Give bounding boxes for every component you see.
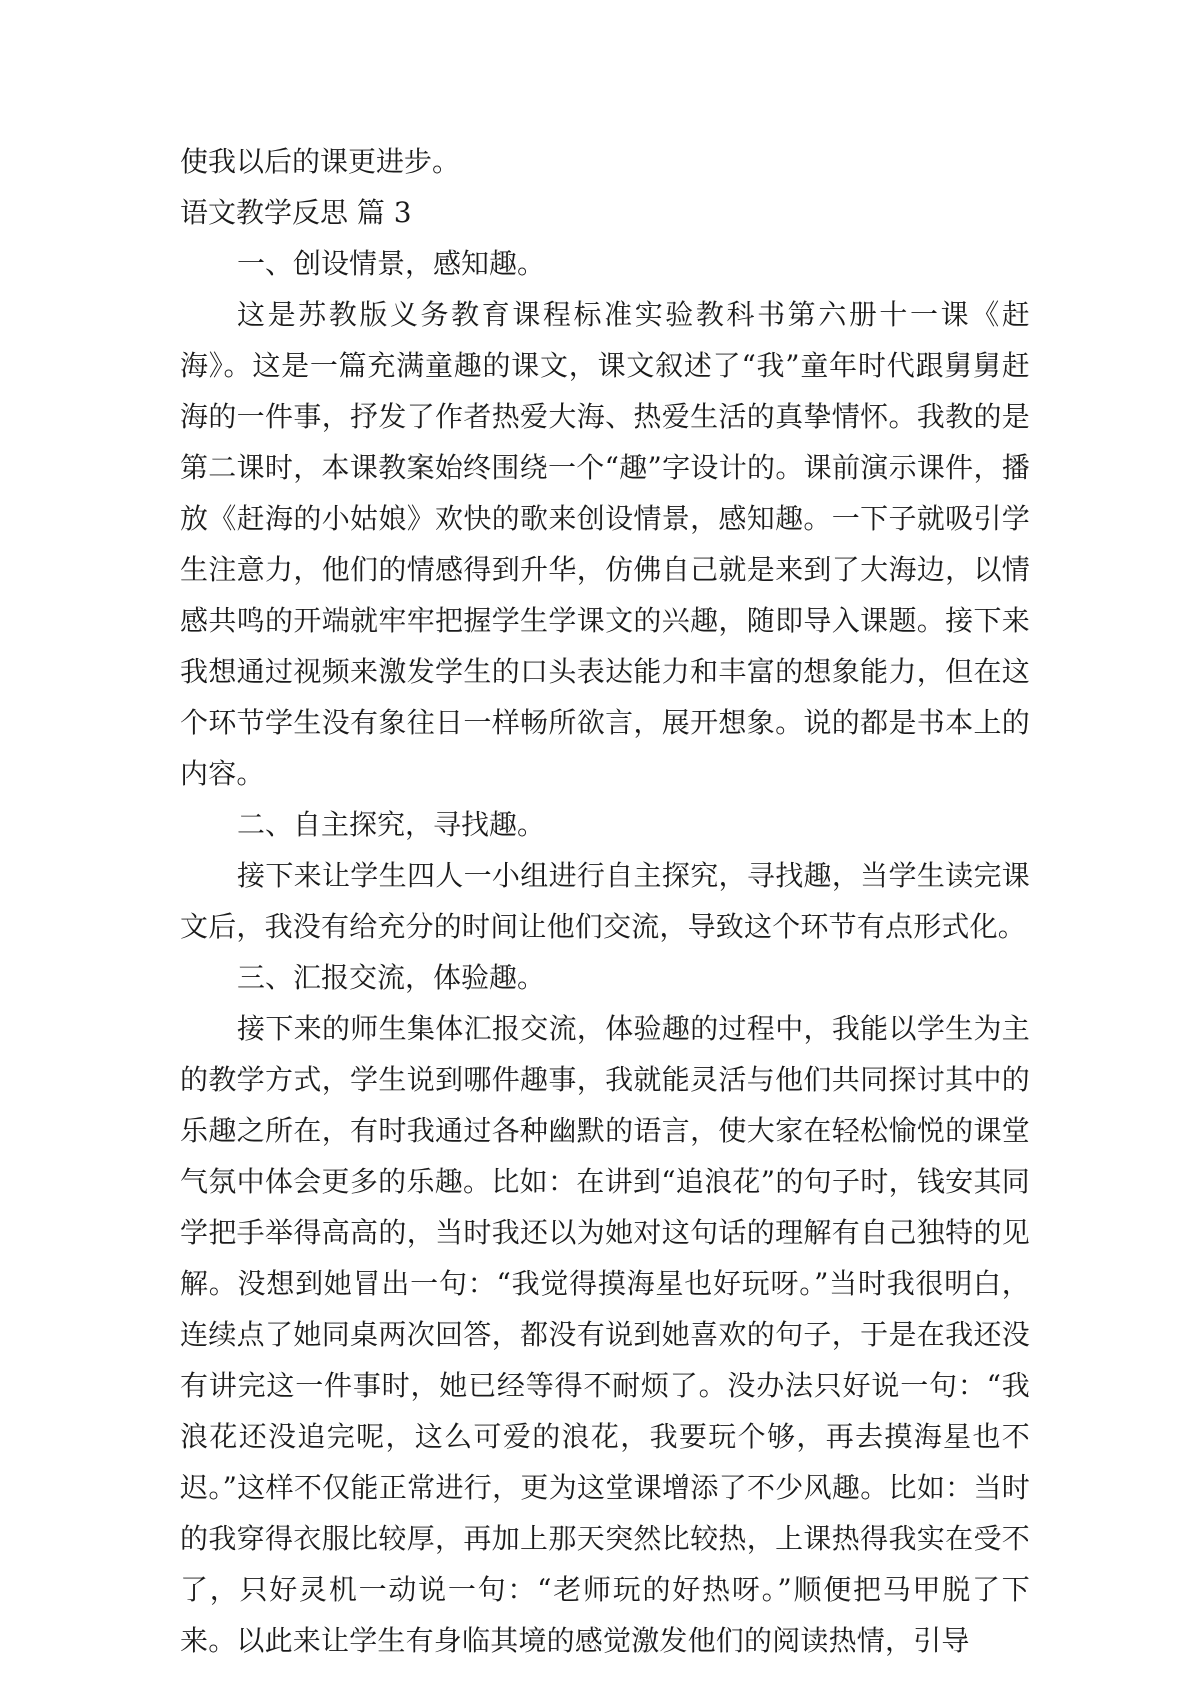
paragraph-3: 接下来的师生集体汇报交流，体验趣的过程中，我能以学生为主的教学方式，学生说到哪件趣事，我就能灵活与他们共同探讨其中的乐趣之所在，有时我通过各种幽默的语言，使大家在轻松愉悦的课堂气氛中体会更多的乐趣。比如：在讲到“追浪花”的句子时，钱安其同学把手举得高高的，当时我还以为她对这句话的理解有自己独特的见解。没想到她冒出一句：“我觉得摸海星也好玩呀。”当时我很明白，连续点了她同桌两次回答，都没有说到她喜欢的句子，于是在我还没有讲完这一件事时，她已经等得不耐烦了。没办法只好说一句：“我浪花还没追完呢，这么可爱的浪花，我要玩个够，再去摸海星也不迟。”这样不仅能正常进行，更为这堂课增添了不少风趣。比如：当时的我穿得衣服比较厚，再加上那天突然比较热，上课热得我实在受不了，只好灵机一动说一句：“老师玩的好热呀。”顺便把马甲脱了下来。以此来让学生有身临其境的感觉激发他们的阅读热情，引导 bbox=[180, 1012, 1030, 1657]
section-title: 语文教学反思 篇 3 bbox=[180, 196, 412, 229]
paragraph-2: 接下来让学生四人一小组进行自主探究，寻找趣，当学生读完课文后，我没有给充分的时间让他们交流，导致这个环节有点形式化。 bbox=[180, 859, 1030, 943]
document-body bbox=[180, 136, 1030, 1666]
heading-1: 一、创设情景，感知趣。 bbox=[237, 247, 546, 280]
continuation-line: 使我以后的课更进步。 bbox=[180, 145, 461, 178]
heading-2: 二、自主探究，寻找趣。 bbox=[237, 808, 546, 841]
paragraph-1: 这是苏教版义务教育课程标准实验教科书第六册十一课《赶海》。这是一篇充满童趣的课文，课文叙述了“我”童年时代跟舅舅赶海的一件事，抒发了作者热爱大海、热爱生活的真挚情怀。我教的是第二课时，本课教案始终围绕一个“趣”字设计的。课前演示课件，播放《赶海的小姑娘》欢快的歌来创设情景，感知趣。一下子就吸引学生注意力，他们的情感得到升华，仿佛自己就是来到了大海边，以情感共鸣的开端就牢牢把握学生学课文的兴趣，随即导入课题。接下来我想通过视频来激发学生的口头表达能力和丰富的想象能力，但在这个环节学生没有象往日一样畅所欲言，展开想象。说的都是书本上的内容。 bbox=[180, 298, 1030, 790]
heading-3: 三、汇报交流，体验趣。 bbox=[237, 961, 546, 994]
